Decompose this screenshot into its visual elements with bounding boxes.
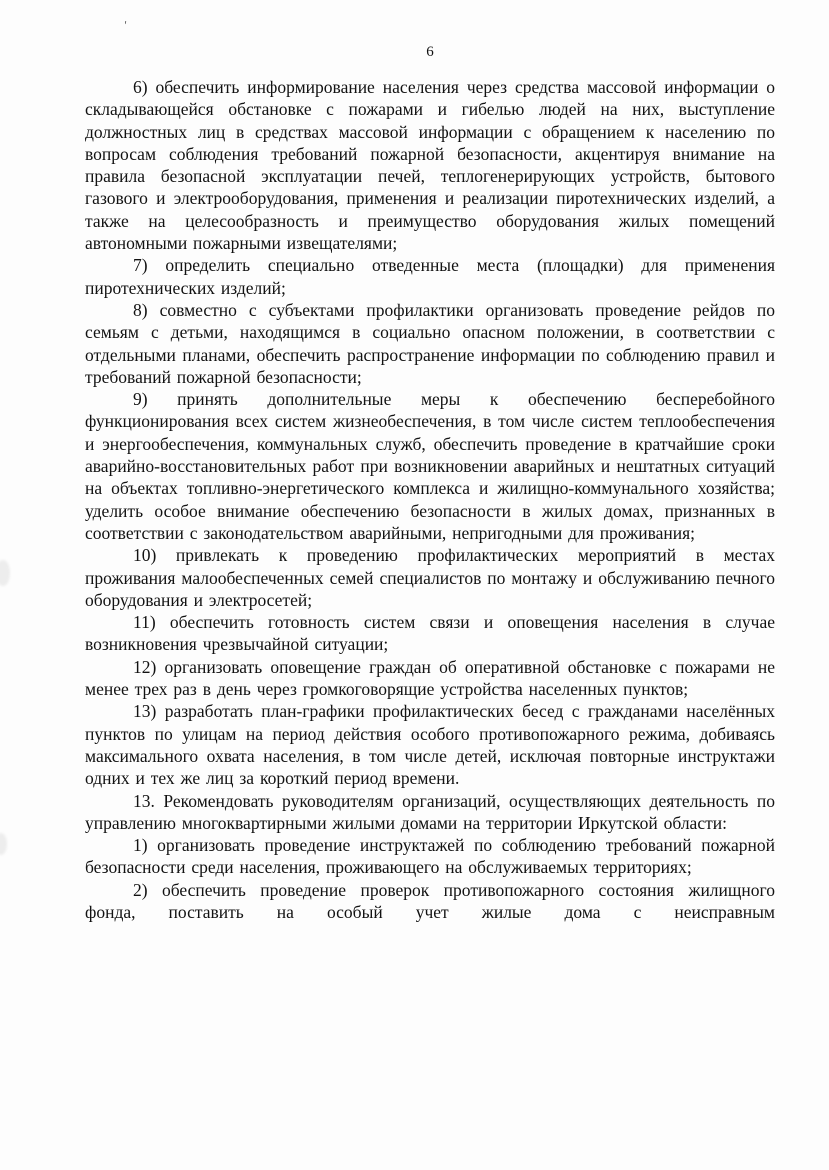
paragraph-item-1: 1) организовать проведение инструктажей по соблюдению требований пожарной безопасности среди населения, проживающего на обслуживаемых территориях; xyxy=(85,835,775,878)
paragraph-item-8: 8) совместно с субъектами профилактики организовать проведение рейдов по семьям с детьми, находящимся в социально опасном положении, в соответствии с отдельными планами, обеспечить распространение информации по соблюдению правил и требований пожарной безопасности; xyxy=(85,299,775,387)
paragraph-item-10: 10) привлекать к проведению профилактических мероприятий в местах проживания малообеспеченных семей специалистов по монтажу и обслуживанию печного оборудования и электросетей; xyxy=(85,545,775,610)
scan-smudge xyxy=(0,833,7,855)
page-number: 6 xyxy=(426,44,434,60)
document-body xyxy=(85,76,775,923)
paragraph-point-13: 13. Рекомендовать руководителям организаций, осуществляющих деятельность по управлению многоквартирными жилыми домами на территории Иркутской области: xyxy=(85,790,775,833)
paragraph-item-11: 11) обеспечить готовность систем связи и оповещения населения в случае возникновения чрезвычайной ситуации; xyxy=(85,612,775,655)
paragraph-item-7: 7) определить специально отведенные места (площадки) для применения пиротехнических изделий; xyxy=(85,255,775,298)
paragraph-item-6: 6) обеспечить информирование населения через средства массовой информации о складывающейся обстановке с пожарами и гибелью людей на них, выступление должностных лиц в средствах массовой информации с обращением к населению по вопросам соблюдения требований пожарной безопасности, акцентируя внимание на правила безопасной эксплуатации печей, теплогенерирующих устройств, бытового газового и электрооборудования, применения и реализации пиротехнических изделий, а также на целесообразность и преимущество оборудования жилых помещений автономными пожарными извещателями; xyxy=(85,77,775,254)
paragraph-item-9: 9) принять дополнительные меры к обеспечению бесперебойного функционирования всех систем жизнеобеспечения, в том числе систем теплообеспечения и энергообеспечения, коммунальных служб, обеспечить проведение в кратчайшие сроки аварийно-восстановительных работ при возникновении аварийных и нештатных ситуаций на объектах топливно-энергетического комплекса и жилищно-коммунального хозяйства; уделить особое внимание обеспечению безопасности в жилых домах, признанных в соответствии с законодательством аварийными, непригодными для проживания; xyxy=(85,389,775,543)
paragraph-item-13-sub: 13) разработать план-графики профилактических бесед с гражданами населённых пунктов по улицам на период действия особого противопожарного режима, добиваясь максимального охвата населения, в том числе детей, исключая повторные инструктажи одних и тех же лиц за короткий период времени. xyxy=(85,701,775,789)
paragraph-item-2: 2) обеспечить проведение проверок противопожарного состояния жилищного фонда, поставить на особый учет жилые дома с неисправным xyxy=(85,879,775,922)
scan-smudge xyxy=(0,560,10,586)
paragraph-item-12: 12) организовать оповещение граждан об оперативной обстановке с пожарами не менее трех раз в день через громкоговорящие устройства населенных пунктов; xyxy=(85,656,775,700)
scan-artifact-mark: ' xyxy=(123,17,128,33)
